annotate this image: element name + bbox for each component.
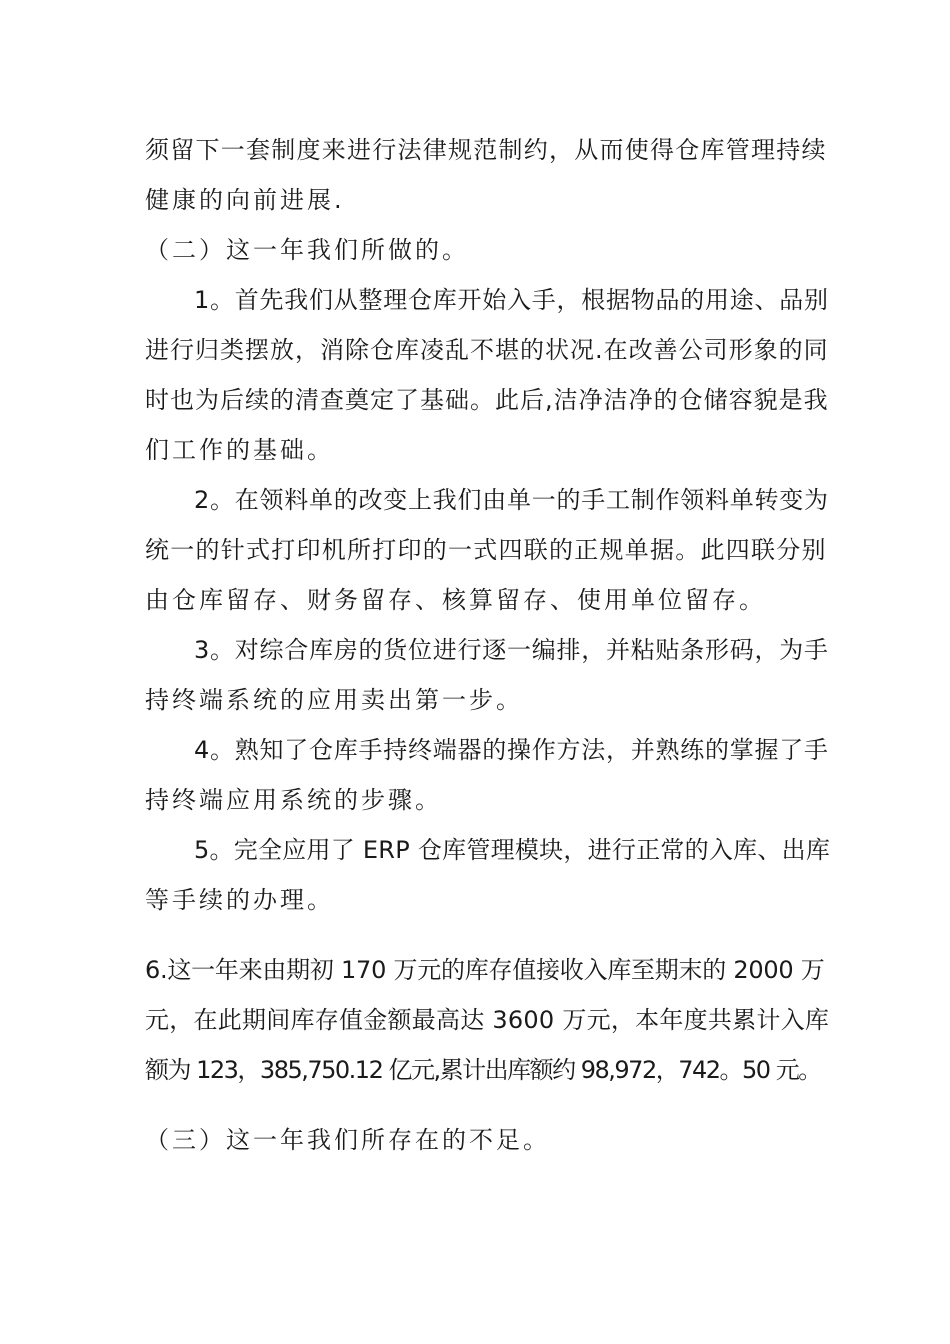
text-line: 5。完全应用了 ERP 仓库管理模块，进行正常的入库、出库 <box>194 836 831 864</box>
text-line: 等手续的办理。 <box>145 886 334 914</box>
text-line: 统一的针式打印机所打印的一式四联的正规单据。此四联分别 <box>145 536 827 564</box>
text-line: 1。首先我们从整理仓库开始入手，根据物品的用途、品别 <box>194 286 829 314</box>
section-heading: （二）这一年我们所做的。 <box>145 236 469 264</box>
section-heading: （三）这一年我们所存在的不足。 <box>145 1126 550 1154</box>
text-line: 3。对综合库房的货位进行逐一编排，并粘贴条形码，为手 <box>194 636 829 664</box>
text-line: 持终端应用系统的步骤。 <box>145 786 442 814</box>
text-line: 们工作的基础。 <box>145 436 334 464</box>
text-line: 时也为后续的清查奠定了基础。此后,洁净洁净的仓储容貌是我 <box>145 386 829 414</box>
text-line: 额为 123，385,750.12 亿元,累计出库额约 98,972，742。50 元。 <box>145 1056 821 1084</box>
text-line: 须留下一套制度来进行法律规范制约，从而使得仓库管理持续 <box>145 136 827 164</box>
text-line: 元，在此期间库存值金额最高达 3600 万元，本年度共累计入库 <box>145 1006 830 1034</box>
text-line: 6.这一年来由期初 170 万元的库存值接收入库至期末的 2000 万 <box>145 956 825 984</box>
text-line: 2。在领料单的改变上我们由单一的手工制作领料单转变为 <box>194 486 829 514</box>
text-line: 健康的向前进展. <box>145 186 345 214</box>
text-line: 持终端系统的应用卖出第一步。 <box>145 686 523 714</box>
text-line: 由仓库留存、财务留存、核算留存、使用单位留存。 <box>145 586 766 614</box>
text-line: 进行归类摆放，消除仓库凌乱不堪的状况.在改善公司形象的同 <box>145 336 829 364</box>
text-line: 4。熟知了仓库手持终端器的操作方法，并熟练的掌握了手 <box>194 736 829 764</box>
